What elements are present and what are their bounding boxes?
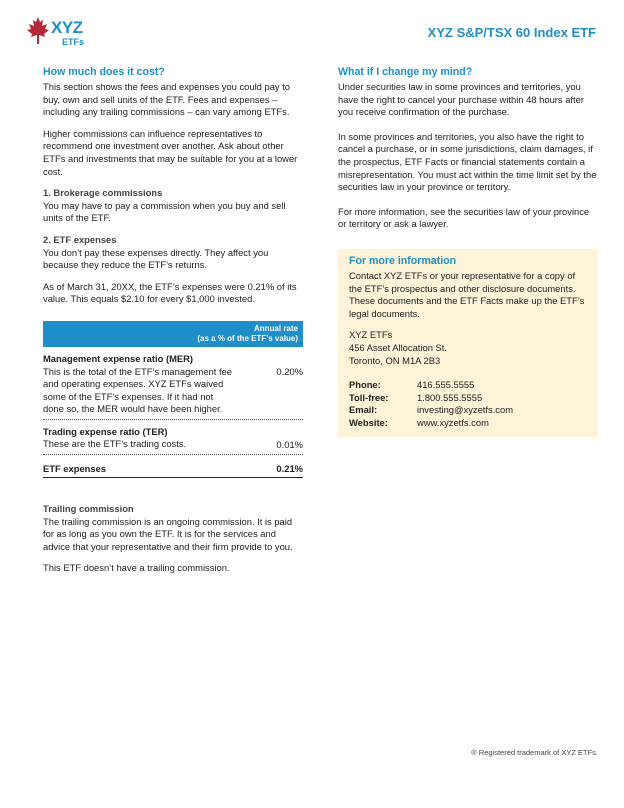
fee-row-title: Trading expense ratio (TER) [43,425,168,437]
fee-row-description: These are the ETF’s trading costs. [43,438,187,450]
maple-leaf-icon [26,16,50,46]
fee-total-value: 0.21% [276,463,303,475]
fee-total-label: ETF expenses [43,463,107,475]
cost-intro: This section shows the fees and expenses you could pay to buy, own and sell units of the ETF. Fees and expenses – including any trailing commissions – can vary among ETFs. [43,81,291,118]
change-mind-para3: For more information, see the securities law of your province or territory or ask a lawyer. [338,205,590,230]
fee-row-value: 0.01% [276,438,303,450]
footer-trademark: ® Registered trademark of XYZ ETFs. [471,748,598,757]
fee-total-row [43,459,303,478]
cost-heading: How much does it cost? [43,66,165,78]
change-mind-heading: What if I change my mind? [338,66,473,78]
phone-value: 416.555.5555 [417,379,475,391]
fee-row-description: This is the total of the ETF’s management fee and operating expenses. XYZ ETFs waived some of the ETF’s expenses. If it had not done so, the MER would have been higher. [43,365,232,415]
toll-free-label: Toll-free: [349,391,389,403]
trailing-note: This ETF doesn’t have a trailing commission. [43,562,230,574]
left-column [43,66,303,584]
brokerage-text: You may have to pay a commission when you buy and sell units of the ETF. [43,199,286,224]
right-column [338,66,598,437]
fee-row-title: Management expense ratio (MER) [43,352,194,364]
logo-text: XYZ [51,18,83,37]
website-link[interactable]: www.xyzetfs.com [417,416,489,428]
fee-row-ter [43,420,303,456]
more-info-box [338,249,598,437]
fee-row-value: 0.20% [276,365,303,377]
change-mind-para1: Under securities law in some provinces and territories, you have the right to cancel your purchase within 48 hours after you receive confirmation of the purchase. [338,81,584,118]
trailing-heading: Trailing commission [43,503,134,515]
contact-list [349,379,588,429]
company-name: XYZ ETFs [349,329,393,341]
website-label: Website: [349,416,388,428]
trailing-section [43,503,303,575]
fee-table-header [43,321,303,347]
cost-para2: Higher commissions can influence representatives to recommend one investment over another. Ask about other ETFs and investments that may be suitable for you at a lower cost. [43,127,298,177]
fee-table-header-line2: (as a % of the ETF’s value) [197,333,298,343]
document-title: XYZ S&P/TSX 60 Index ETF [427,25,596,40]
fee-row-mer [43,347,303,420]
more-info-text: Contact XYZ ETFs or your representative for a copy of the ETF’s prospectus and other disclosure documents. These documents and the ETF Facts make up the ETF’s legal documents. [349,269,585,319]
brokerage-heading: 1. Brokerage commissions [43,187,163,199]
toll-free-value: 1.800.555.5555 [417,391,483,403]
phone-label: Phone: [349,379,381,391]
logo-subtext: ETFs [62,37,85,47]
email-link[interactable]: investing@xyzetfs.com [417,404,514,416]
email-label: Email: [349,404,378,416]
fee-table-header-line1: Annual rate [253,323,298,333]
etf-expenses-heading: 2. ETF expenses [43,233,117,245]
address-line2: Toronto, ON M1A 2B3 [349,354,441,366]
address-line1: 456 Asset Allocation St. [349,341,447,353]
more-info-heading: For more information [349,254,457,267]
logo [26,16,96,50]
trailing-text: The trailing commission is an ongoing commission. It is paid for as long as you own the ETF. It is for the services and advice that your representative and their firm provide to you. [43,515,293,552]
change-mind-para2: In some provinces and territories, you also have the right to cancel a purchase, or in some jurisdictions, claim damages, if the prospectus, ETF Facts or financial statements contain a misrepresentation. You must act within the time limit set by the securities law in your province or territory. [338,130,597,193]
as-of-text: As of March 31, 20XX, the ETF’s expenses were 0.21% of its value. This equals $2.10 for every $1,000 invested. [43,280,297,305]
etf-expenses-text: You don’t pay these expenses directly. They affect you because they reduce the ETF’s returns. [43,246,269,271]
